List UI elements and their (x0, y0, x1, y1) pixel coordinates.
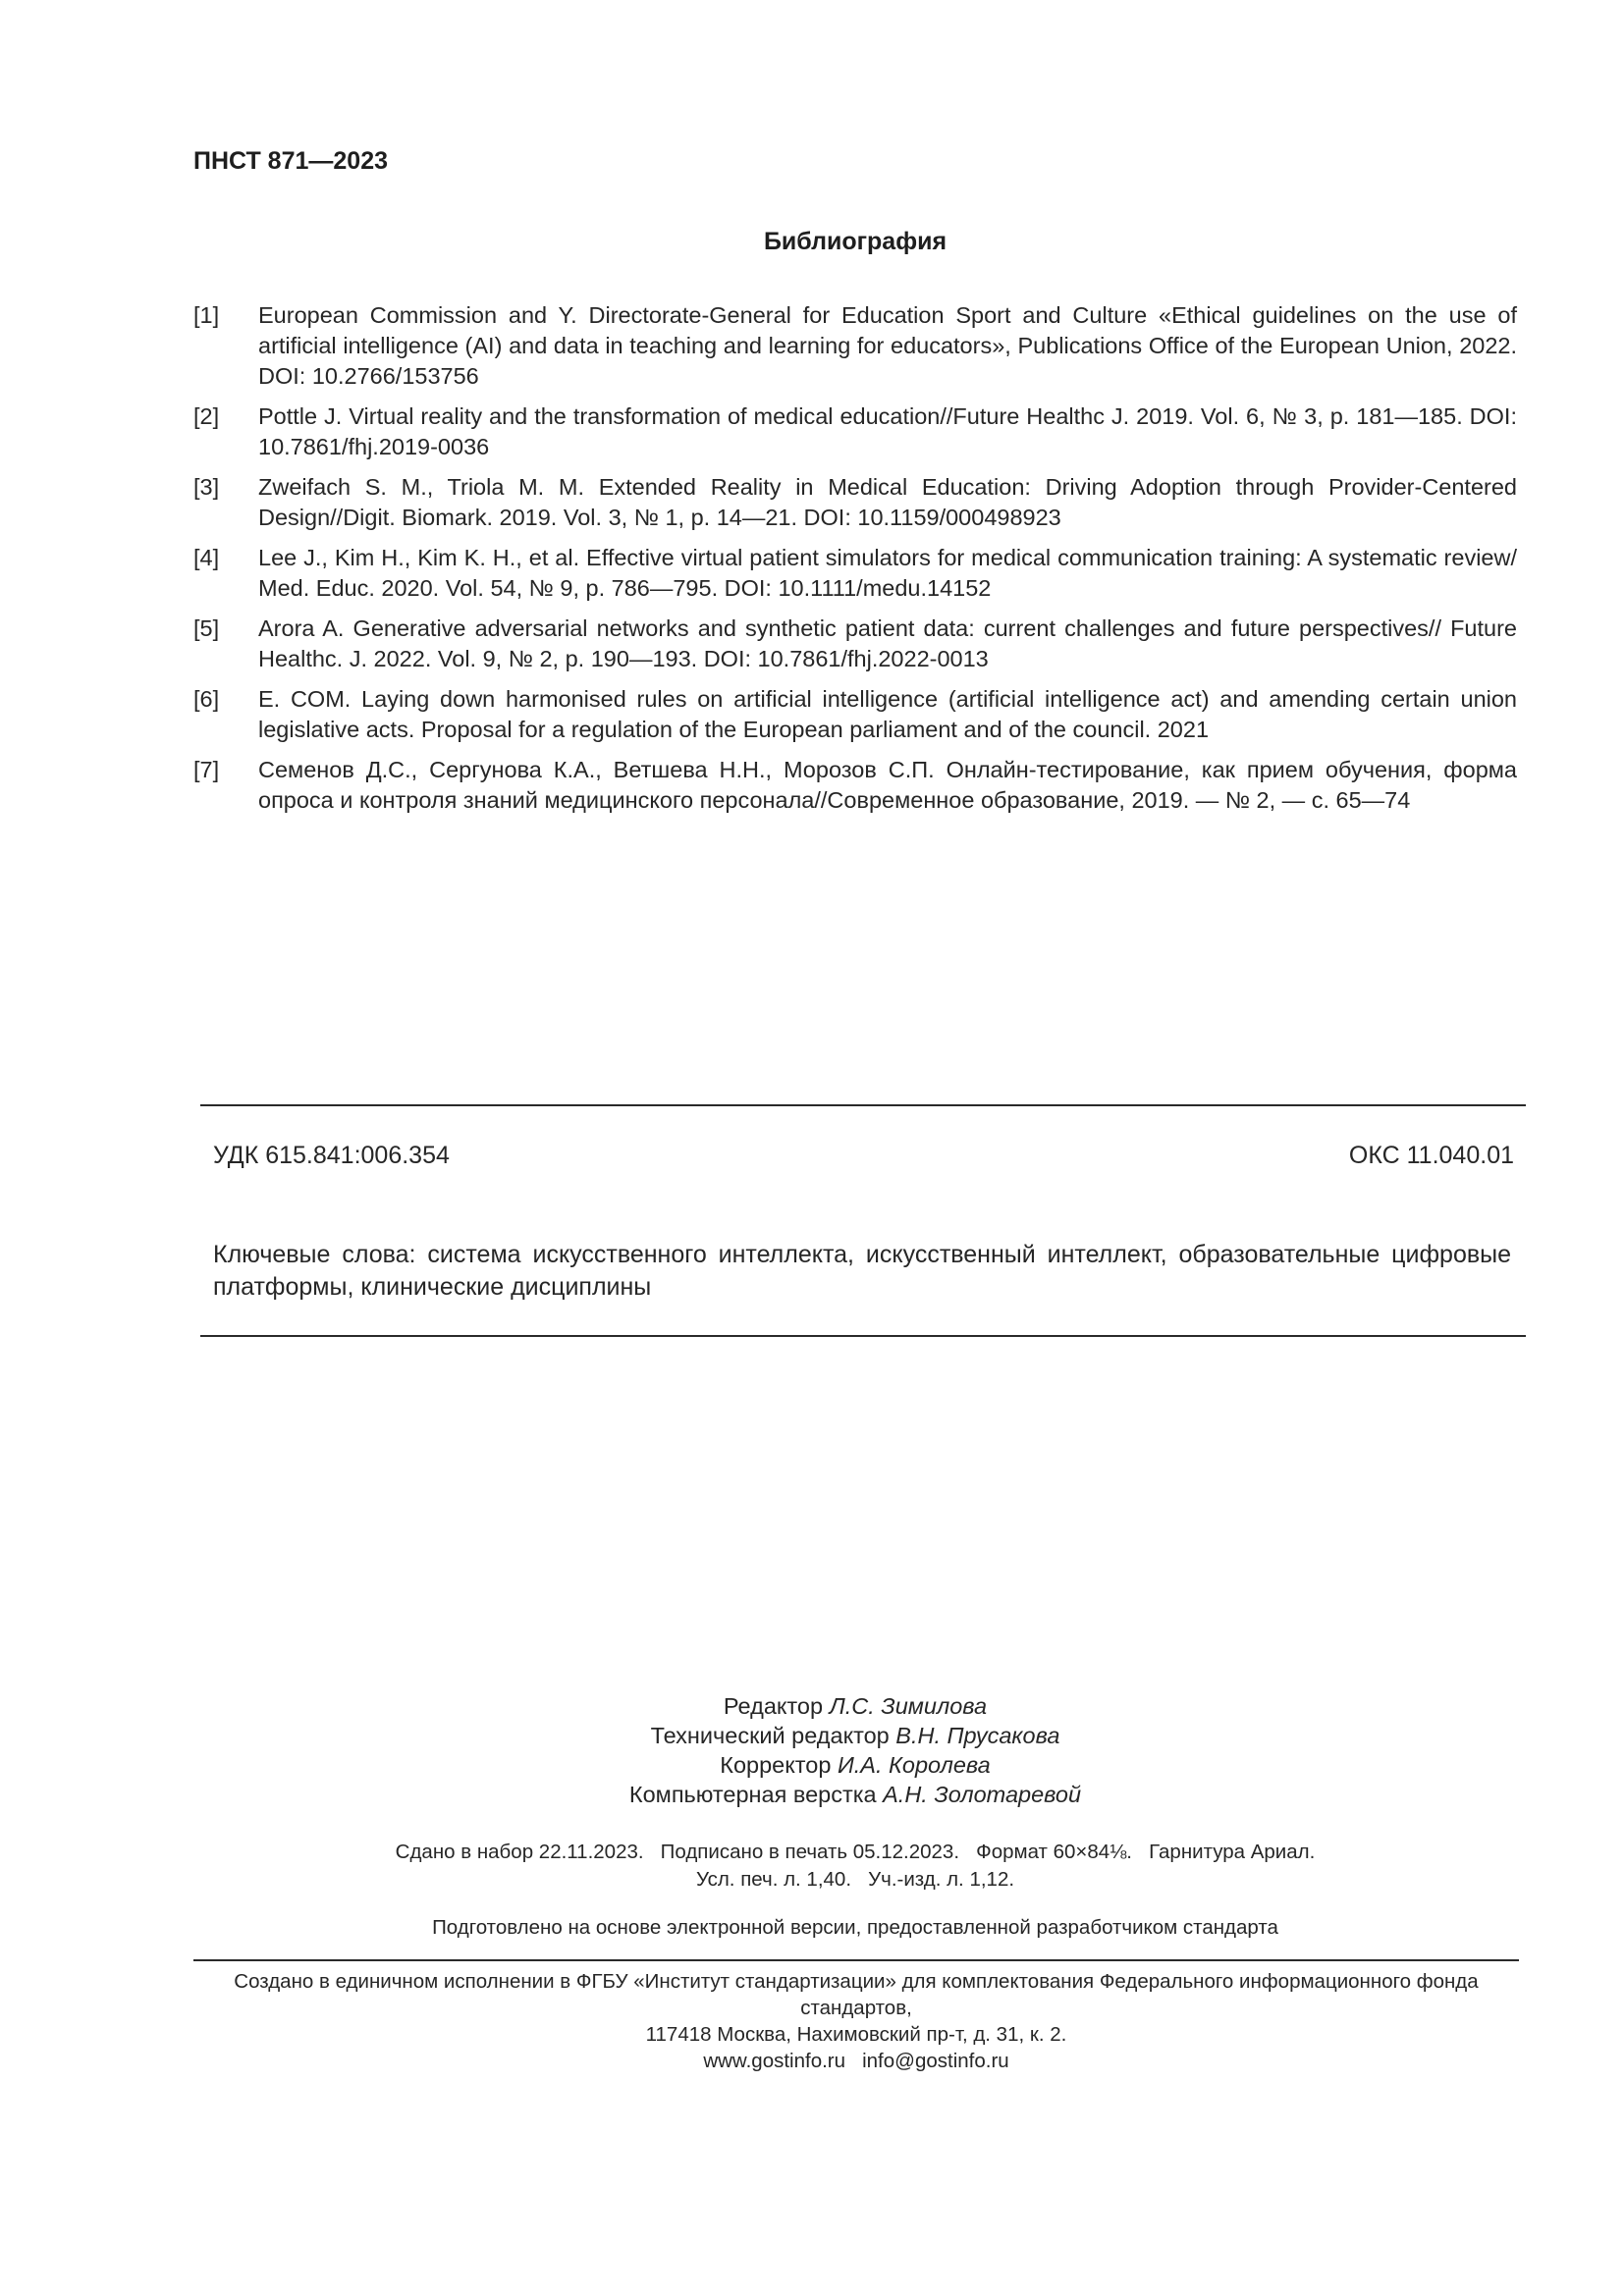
bibliography-item (193, 755, 1517, 816)
bibliography-item-text: E. COM. Laying down harmonised rules on artificial intelligence (artificial intelligence act) and amending certain union legislative acts. Proposal for a regulation of the European parliament and of the council. 2021 (258, 686, 1517, 742)
bibliography-item-text: Семенов Д.С., Сергунова К.А., Ветшева Н.Н., Морозов С.П. Онлайн-тестирование, как прием обучения, форма опроса и контроля знаний медицинского персонала//Современное образование, 2019. — № 2, — с. 65—74 (258, 757, 1517, 813)
bibliography-item-number: [4] (193, 545, 220, 570)
publisher-footer (193, 1968, 1519, 2074)
credit-person: В.Н. Прусакова (895, 1723, 1060, 1748)
credit-person: Л.С. Зимилова (829, 1693, 988, 1719)
divider-middle (200, 1335, 1526, 1337)
bibliography-heading: Библиография (763, 228, 947, 255)
bibliography-item (193, 300, 1517, 392)
bibliography-item-text: European Commission and Y. Directorate-General for Education Sport and Culture «Ethical guidelines on the use of artificial intelligence (AI) and data in teaching and learning for educators», Publications Office of the European Union, 2022. DOI: 10.2766/153756 (258, 302, 1517, 389)
bibliography-item-number: [1] (193, 302, 220, 328)
credit-line-proofreader (0, 1750, 1624, 1780)
divider-top (200, 1104, 1526, 1106)
bibliography-item (193, 684, 1517, 745)
document-code: ПНСТ 871—2023 (193, 147, 388, 175)
bibliography-item-number: [3] (193, 474, 220, 500)
divider-bottom (193, 1959, 1519, 1961)
udk-code: УДК 615.841:006.354 (213, 1142, 450, 1169)
bibliography-item-number: [5] (193, 615, 220, 641)
bibliography-item-number: [7] (193, 757, 220, 782)
credit-role: Редактор (723, 1693, 830, 1719)
bibliography-item (193, 472, 1517, 533)
bibliography-item-number: [6] (193, 686, 220, 712)
bibliography-item-text: Arora A. Generative adversarial networks and synthetic patient data: current challenges and future perspectives// Future Healthc. J. 2022. Vol. 9, № 2, p. 190—193. DOI: 10.7861/fhj.2022-0013 (258, 615, 1517, 671)
print-info-line: Усл. печ. л. 1,40. Уч.-изд. л. 1,12. (695, 1868, 1015, 1891)
bibliography-item-text: Lee J., Kim H., Kim K. H., et al. Effective virtual patient simulators for medical communication training: A systematic review/ Med. Educ. 2020. Vol. 54, № 9, p. 786—795. DOI: 10.1111/medu.14152 (258, 545, 1517, 601)
print-info-line: Сдано в набор 22.11.2023. Подписано в печать 05.12.2023. Формат 60×84⅛. Гарнитура Ариал. (395, 1841, 1316, 1863)
credit-role: Корректор (720, 1752, 838, 1778)
keywords-text: Ключевые слова: система искусственного интеллекта, искусственный интеллект, образовательные цифровые платформы, клинические дисциплины (213, 1241, 1511, 1301)
credit-person: И.А. Королева (837, 1752, 991, 1778)
bibliography-item-text: Pottle J. Virtual reality and the transformation of medical education//Future Healthc J. 2019. Vol. 6, № 3, p. 181—185. DOI: 10.7861/fhj.2019-0036 (258, 403, 1517, 459)
bibliography-item-number: [2] (193, 403, 220, 429)
oks-code: ОКС 11.040.01 (1348, 1142, 1514, 1169)
credit-role: Компьютерная верстка (628, 1782, 884, 1807)
bibliography-item (193, 543, 1517, 604)
footer-links: www.gostinfo.ru info@gostinfo.ru (703, 2050, 1009, 2072)
bibliography-item (193, 401, 1517, 462)
print-info (0, 1839, 1624, 1894)
credit-role: Технический редактор (650, 1723, 896, 1748)
footer-address: 117418 Москва, Нахимовский пр-т, д. 31, к. 2. (645, 2023, 1067, 2046)
bibliography-item (193, 614, 1517, 674)
credit-person: А.Н. Золотаревой (883, 1782, 1082, 1807)
footer-line: Создано в единичном исполнении в ФГБУ «Институт стандартизации» для комплектования Федерального информационного фонда стандартов, (234, 1970, 1479, 2019)
prepared-note: Подготовлено на основе электронной версии, предоставленной разработчиком стандарта (432, 1916, 1278, 1939)
credit-line-editor (0, 1691, 1624, 1721)
bibliography-item-text: Zweifach S. M., Triola M. M. Extended Reality in Medical Education: Driving Adoption through Provider-Centered Design//Digit. Biomark. 2019. Vol. 3, № 1, p. 14—21. DOI: 10.1159/000498923 (258, 474, 1517, 530)
credits-block (0, 1691, 1624, 1809)
credit-line-technical-editor (0, 1721, 1624, 1750)
credit-line-layout (0, 1780, 1624, 1809)
bibliography-list (193, 300, 1517, 826)
